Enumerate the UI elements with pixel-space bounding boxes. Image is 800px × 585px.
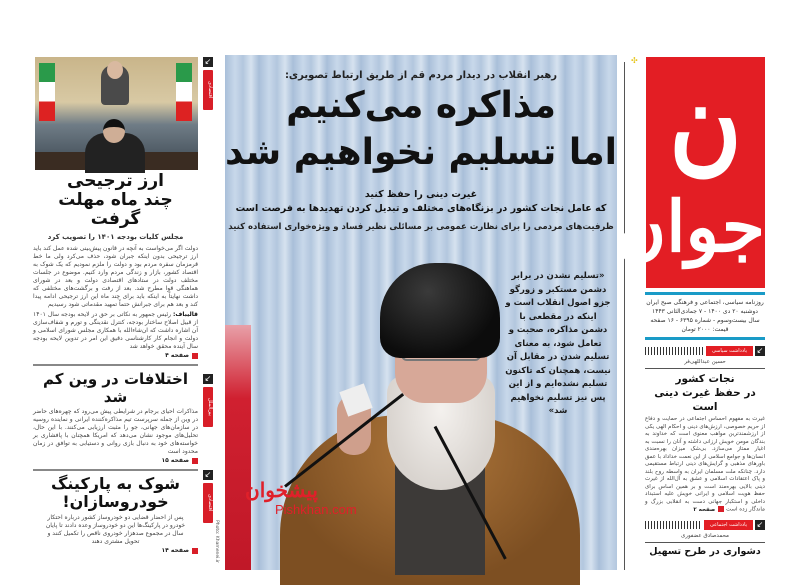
divider	[645, 542, 765, 543]
lead-kicker: رهبر انقلاب در دیدار مردم قم از طریق ارتباط تصویری:	[284, 70, 558, 81]
note-section-header: ↙ یادداشت اجتماعی	[645, 520, 765, 530]
divider	[645, 368, 765, 369]
barcode-ornament	[645, 521, 702, 529]
issue-info: روزنامه سیاسی، اجتماعی و فرهنگی صبح ایران دوشنبه ۲۰ دی ۱۴۰۰ - ۷ جمادی‌الثانی ۱۴۴۳ سال بیست‌وسوم - شماره ۶۳۹۵ - ۱۶ صفحه قیمت: ۲۰۰۰ تومان	[646, 299, 764, 333]
divider	[33, 469, 198, 471]
divider	[33, 364, 198, 366]
story-body: دولت اگر می‌خواست به آنچه در قانون پیش‌بینی شده عمل کند باید ارز ترجیحی بدون اینکه جبران شود، حذف می‌کرد ولی ما خط قرمزمان سفره مردم بود و دولت را ملزم نمودیم که یک شوک به اقتصاد کشور، بازار و زندگی مردم وارد کنیم. موضوع در جلسات مختلف دولت در ستادهای اقتصادی دولت و بعد در شورای هماهنگی قوا مطرح شد. بعد از رفت و برگشت‌های مختلفی که داشت نهایتاً به اینکه باید برای چند ماه این ارز ترجیحی ادامه پیدا کند و بعد هم برای جبرانش حتماً تمهید مقدماتی شود رسیدیم	[33, 245, 198, 308]
section-tab: بین‌الملل	[203, 387, 213, 427]
arrow-icon: ↙	[756, 346, 764, 355]
note-author: حسین عبداللهی‌فر	[684, 359, 726, 365]
masthead-logo: ن جوان	[646, 57, 765, 288]
left-stories	[33, 172, 198, 555]
story-headline[interactable]: اختلافات در وین کم شد	[43, 370, 188, 406]
arrow-icon: ↙	[204, 470, 212, 479]
arrow-icon: ↙	[204, 57, 212, 66]
divider	[645, 337, 765, 340]
page-ref[interactable]: صفحه ۱۵	[33, 456, 198, 465]
note-headline[interactable]: نجات کشور در حفظ غیرت دینی است	[654, 373, 756, 413]
note-section-header: ↙ یادداشت سیاسی	[645, 346, 765, 356]
page-ref[interactable]: صفحه ۲	[693, 507, 724, 513]
section-tab: اقتصادی	[203, 483, 213, 523]
story-body-quote: قالیباف: رئیس جمهور به نکاتی بر حق در لایحه بودجه سال ۱۴۰۱ از قبیل اصلاح ساختار بودجه، کنترل نقدینگی و تورم و شفاف‌سازی آن اشاره داشت که ان‌شاءالله با همکاری مجلس شورای اسلامی و دولت و انجام کار کارشناسی دقیق این امر در تدوین لایحه بودجه سال آینده محقق خواهد شد	[33, 311, 198, 350]
note-headline[interactable]: دشواری در طرح تسهیل	[649, 546, 761, 557]
page-ref[interactable]: صفحه ۴	[33, 351, 198, 360]
note-body: غیرت به مفهوم احساس اجتماعی در حمایت و دفاع از حریم خصوصی، ارزش‌های دینی و احکام الهی یکی از ارزشمندترین مواهب معنوی است که خداوند به بندگان مومن خویش ارزانی داشته و آنان را نسبت به اغیار ممتاز می‌سازد. بی‌شک میزان بهره‌مندی انسان‌ها و جوامع اسلامی از این نعمت خداداد با عمق باورهای مذهبی و گرایش‌های دینی ارتباط مستقیمی دارد. چنانکه ملت مسلمان ایران به واسطه روح بلند و پاک اعتقادات اسلامی و عشق به آل‌الله از غیرت دینی بالایی بهره‌مند است و بر همین اساس برای حفظ هویت اسلامی و ایرانی خویش علیه استبداد داخلی و استکبار جهانی دست به انقلابی بزرگ و ماندگار زده است صفحه ۲	[645, 416, 765, 513]
story-headline[interactable]: ارز ترجیحی چند ماه مهلت گرفت	[58, 171, 173, 229]
barcode-ornament	[645, 347, 704, 355]
story-headline[interactable]: شوک به پارکینگ خودروسازان!	[51, 474, 180, 511]
lead-quote: «تسلیم نشدن در برابر دشمن مستکبر و زورگو جزو اصول انقلاب است و اینکه در مقطعی با دشمن مذاکره، صحبت و تعامل شود، به معنای تسلیم شدن در مقابل آن نیست، همچنان که تاکنون تسلیم نشده‌ایم و از این پس نیز تسلیم نخواهیم شد»	[505, 271, 611, 416]
arrow-icon: ↙	[756, 520, 764, 529]
divider	[645, 292, 765, 295]
section-tab: اقتصادی	[203, 70, 213, 110]
photo-credit: Photo: Khamenei.ir	[214, 520, 219, 563]
story-body: پس از احضار قضایی دو خودروساز کشور درباره احتکار خودرو در پارکینگ‌ها این دو خودروساز وعده دادند تا پایان سال در مجموع صدهزار خودروی ناقص را تکمیل کنند و تحویل مشتری دهند	[45, 514, 186, 545]
note-author: محمدصادق عضفوری	[680, 533, 729, 539]
story-subhead: مجلس کلیات بودجه ۱۴۰۱ را تصویب کرد	[47, 233, 184, 241]
parliament-photo	[35, 57, 198, 170]
column-divider	[624, 62, 625, 570]
story-body: مذاکرات احیای برجام در شرایطی پیش می‌رود که چهره‌های حاضر در وین از جمله سرپرست تیم مذاکره‌کننده ایرانی و نماینده روسیه در سازمان‌های جهانی، جو را مثبت ارزیابی می‌کنند. با این حال، تحلیل‌های موجود نشان می‌دهد که امریکا همچنان با پافشاری بر خواسته‌های خود به دنبال بازی روانی و دستیابی به توافق در زمان محدود است	[33, 408, 198, 455]
lead-text	[225, 69, 617, 234]
arrow-icon: ↙	[204, 374, 212, 383]
watermark: پیشخوان Pishkhan.com	[245, 478, 357, 517]
lead-headline: مذاکره می‌کنیم اما تسلیم نخواهیم شد	[225, 85, 617, 173]
lead-subhead: غیرت دینی را حفظ کنید	[364, 189, 478, 200]
right-column	[645, 292, 765, 558]
ornament-icon: ✣	[631, 56, 638, 65]
page-ref[interactable]: صفحه ۱۴	[33, 546, 198, 555]
lead-subhead: که عامل نجات کشور در بزنگاه‌های مختلف و تبدیل کردن تهدیدها به فرصت است	[235, 203, 607, 214]
flag-image	[225, 325, 251, 570]
lead-subhead: ظرفیت‌های مردمی را برای نظارت عمومی بر مسائلی نظیر فساد و ویژه‌خواری استفاده کنید	[228, 222, 614, 232]
